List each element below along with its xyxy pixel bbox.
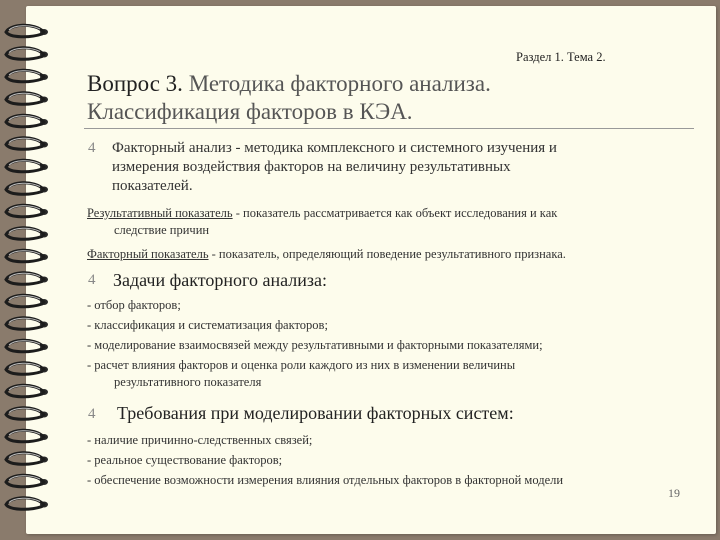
spiral-binding — [0, 0, 60, 540]
list-item-continuation: результативного показателя — [114, 375, 262, 389]
binding-ring — [6, 183, 44, 195]
list-item: - расчет влияния факторов и оценка роли каждого из них в изменении величины — [87, 358, 516, 372]
binding-ring — [6, 408, 44, 420]
binding-ring — [6, 205, 44, 217]
list-item: - наличие причинно-следственных связей; — [87, 433, 313, 447]
tasks-list — [87, 295, 697, 392]
binding-ring — [6, 385, 44, 397]
bullet-icon: 4 — [88, 406, 96, 422]
binding-ring — [6, 138, 44, 150]
page-number: 19 — [668, 486, 680, 500]
binding-ring — [6, 228, 44, 240]
bullet-icon: 4 — [88, 272, 96, 288]
binding-ring — [6, 318, 44, 330]
list-item: - моделирование взаимосвязей между результативными и факторными показателями; — [87, 338, 543, 352]
binding-ring — [6, 295, 44, 307]
list-item: - реальное существование факторов; — [87, 453, 283, 467]
binding-ring — [6, 250, 44, 262]
binding-ring — [6, 48, 44, 60]
binding-ring — [6, 93, 44, 105]
binding-ring — [6, 160, 44, 172]
title-line2: Классификация факторов в КЭА. — [87, 99, 413, 124]
list-item: - классификация и систематизация факторов; — [87, 318, 328, 332]
title-divider — [84, 128, 694, 129]
factor-analysis-definition: Факторный анализ - методика комплексного и системного изучения и измерения воздействия факторов на величину результативных показателей. — [112, 140, 557, 194]
bullet-icon: 4 — [88, 140, 96, 156]
binding-ring — [6, 453, 44, 465]
binding-ring — [6, 475, 44, 487]
binding-ring — [6, 498, 44, 510]
list-item: - отбор факторов; — [87, 298, 181, 312]
list-item: - обеспечение возможности измерения влияния отдельных факторов в факторной модели — [87, 473, 564, 487]
binding-ring — [6, 25, 44, 37]
binding-ring — [6, 70, 44, 82]
resultative-indicator-definition: Результативный показатель - показатель рассматривается как объект исследования и как следствие причин — [87, 206, 558, 237]
requirements-heading: Требования при моделировании факторных систем: — [117, 403, 514, 423]
binding-ring — [6, 273, 44, 285]
factor-indicator-definition: Факторный показатель - показатель, определяющий поведение результативного признака. — [87, 247, 566, 261]
page-title — [87, 70, 697, 126]
requirements-list — [87, 430, 697, 490]
tasks-heading: Задачи факторного анализа: — [113, 270, 327, 290]
binding-ring — [6, 430, 44, 442]
title-prefix: Вопрос 3. — [87, 71, 189, 96]
title-line1: Методика факторного анализа. — [188, 71, 491, 96]
binding-ring — [6, 363, 44, 375]
section-label: Раздел 1. Тема 2. — [516, 50, 606, 64]
binding-ring — [6, 340, 44, 352]
binding-ring — [6, 115, 44, 127]
